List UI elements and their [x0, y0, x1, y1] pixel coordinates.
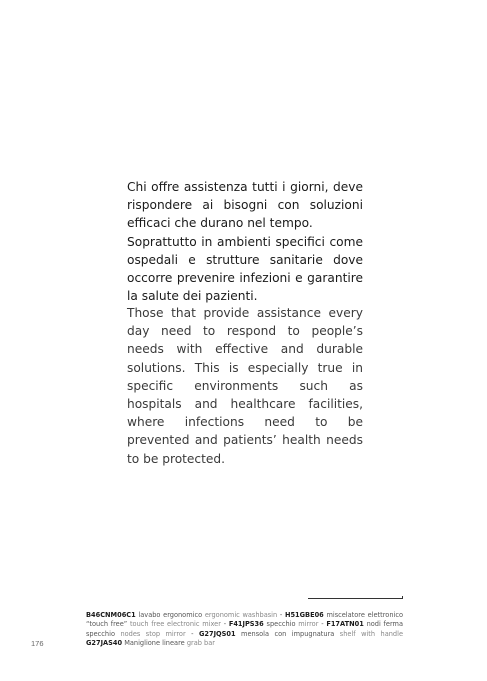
italian-paragraph-1: Chi offre assistenza tutti i giorni, deve rispondere ai bisogni con soluzioni efficaci che durano nel tempo. — [127, 180, 363, 231]
caption-en: ergonomic washbasin — [204, 611, 278, 619]
caption-separator: - — [223, 620, 229, 629]
page-number: 176 — [31, 639, 44, 648]
caption-it: Maniglione lineare — [124, 639, 185, 648]
product-caption — [86, 611, 403, 649]
caption-code: H51GBE06 — [284, 611, 324, 619]
caption-en: shelf with handle — [339, 629, 403, 638]
caption-en: touch free electronic mixer — [129, 620, 221, 629]
caption-en: grab bar — [186, 639, 215, 648]
caption-code: G27JQS01 — [198, 629, 236, 638]
english-text-block: Those that provide assistance every day need to respond to people’s needs with effective and durable solutions. This is especially true in specific environments such as hospitals and healthcare facilities, where infections need to be prevented and patients’ health needs to be protected. — [127, 306, 363, 466]
caption-code: G27JAS40 — [86, 639, 123, 648]
caption-divider — [308, 598, 402, 599]
caption-separator: - — [321, 620, 327, 629]
italian-text-block — [127, 178, 363, 305]
caption-en: mirror — [298, 620, 319, 629]
caption-code: F41JPS36 — [228, 620, 264, 629]
caption-separator: - — [279, 611, 285, 619]
caption-it: lavabo ergonomico — [138, 611, 203, 619]
caption-it: nodi ferma specchio — [86, 620, 403, 638]
caption-separator: - — [191, 629, 199, 638]
caption-code: B46CNM06C1 — [86, 611, 136, 619]
caption-it: mensola con impugnatura — [241, 629, 335, 638]
caption-it: specchio — [266, 620, 296, 629]
caption-en: nodes stop mirror — [120, 629, 186, 638]
caption-it: miscelatore elettronico “touch free” — [86, 611, 403, 629]
caption-code: F17ATN01 — [326, 620, 364, 629]
italian-paragraph-2: Soprattutto in ambienti specifici come ospedali e strutture sanitarie dove occorre prevenire infezioni e garantire la salute dei pazienti. — [127, 234, 363, 304]
